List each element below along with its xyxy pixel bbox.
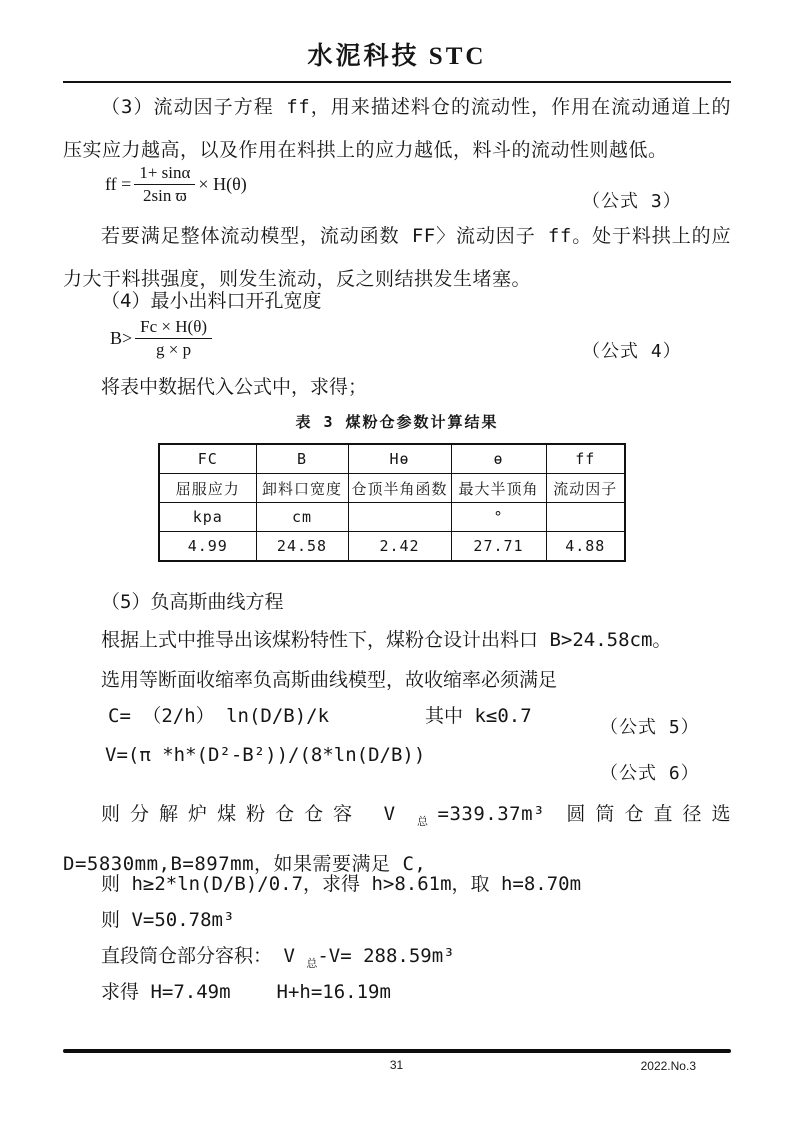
line-hopper-volume: 则 V=50.78m³ <box>101 909 235 931</box>
formula-4-numerator: Fc × H(θ) <box>135 317 212 339</box>
formula-3-denominator: 2sin ϖ <box>142 186 187 205</box>
formula-4-lhs: B> <box>110 328 133 348</box>
line-result-right: H+h=16.19m <box>276 981 391 1003</box>
formula-3-fraction <box>134 163 195 206</box>
line-straight-post: -V= 288.59m³ <box>317 945 455 967</box>
formula-5-expression: C= （2/h） ln(D/B)/k <box>108 705 330 727</box>
heading-section-4: （4）最小出料口开孔宽度 <box>101 290 322 312</box>
formula-3-lhs: ff = <box>105 174 132 194</box>
paragraph-substitute: 将表中数据代入公式中，求得； <box>101 376 368 398</box>
table-row-symbols <box>159 444 625 474</box>
page-number: 31 <box>389 1058 404 1072</box>
table-cell: B <box>256 444 348 474</box>
paragraph-volume-subscript: 总 <box>417 815 438 828</box>
table-cell: FC <box>159 444 256 474</box>
line-straight-volume <box>63 944 731 976</box>
table-caption: 表 3 煤粉仓参数计算结果 <box>295 413 499 431</box>
formula-4 <box>110 317 215 360</box>
table-cell: Hɵ <box>348 444 451 474</box>
line-straight-subscript: 总 <box>306 957 318 970</box>
table-cell: 最大半顶角 <box>451 474 546 503</box>
table-cell: 2.42 <box>348 532 451 562</box>
formula-4-row <box>63 317 731 369</box>
table-row-names <box>159 474 625 503</box>
header-rule <box>63 81 731 83</box>
table-cell: 27.71 <box>451 532 546 562</box>
formula-3-rhs: × H(θ) <box>198 174 247 194</box>
formula-5-condition: 其中 k≤0.7 <box>425 705 532 727</box>
table-row-units <box>159 503 625 532</box>
issue-number: 2022.No.3 <box>640 1059 696 1073</box>
formula-3 <box>105 163 247 206</box>
table-row-values <box>159 532 625 562</box>
journal-title: 水泥科技 STC <box>307 43 487 70</box>
formula-6-label: （公式 6） <box>600 763 700 784</box>
paragraph-volume-post: =339.37m³ 圆筒仓直径选 D=5830mm,B=897mm，如果需要满足 C, <box>63 803 731 875</box>
table-cell: ° <box>451 503 546 532</box>
parameter-table <box>158 443 626 562</box>
table-cell <box>546 503 625 532</box>
table-cell: 卸料口宽度 <box>256 474 348 503</box>
table-cell: 仓顶半角函数 <box>348 474 451 503</box>
formula-5-label: （公式 5） <box>600 717 700 738</box>
table-cell: 流动因子 <box>546 474 625 503</box>
formula-5-row <box>63 701 731 741</box>
table-cell: 4.88 <box>546 532 625 562</box>
formula-4-label: （公式 4） <box>582 341 682 362</box>
paragraph-mass-flow: 若要满足整体流动模型，流动函数 FF〉流动因子 ff。处于料拱上的应力大于料拱强度，则发生流动，反之则结拱发生堵塞。 <box>63 225 731 290</box>
table-cell <box>348 503 451 532</box>
formula-6-row <box>63 744 731 788</box>
formula-3-label: （公式 3） <box>582 191 682 212</box>
table-cell: kpa <box>159 503 256 532</box>
line-result <box>63 980 731 1004</box>
table-cell: cm <box>256 503 348 532</box>
formula-4-fraction <box>135 317 212 360</box>
formula-4-denominator: g × p <box>156 340 192 359</box>
table-cell: 4.99 <box>159 532 256 562</box>
line-result-left: 求得 H=7.49m <box>101 981 231 1003</box>
footer-rule <box>63 1049 731 1053</box>
table-cell: ff <box>546 444 625 474</box>
line-hopper-height: 则 h≥2*ln(D/B)/0.7，求得 h>8.61m，取 h=8.70m <box>101 873 582 895</box>
paragraph-model: 选用等断面收缩率负高斯曲线模型，故收缩率必须满足 <box>101 669 558 691</box>
paragraph-flow-factor: （3）流动因子方程 ff，用来描述料仓的流动性，作用在流动通道上的压实应力越高，以及作用在料拱上的应力越低，料斗的流动性则越低。 <box>63 96 731 161</box>
paragraph-volume-pre: 则分解炉煤粉仓仓容 V <box>101 803 417 825</box>
paragraph-derive: 根据上式中推导出该煤粉特性下，煤粉仓设计出料口 B>24.58cm。 <box>101 629 672 651</box>
line-straight-pre: 直段筒仓部分容积： V <box>101 945 307 967</box>
table-cell: ɵ <box>451 444 546 474</box>
heading-section-5: （5）负高斯曲线方程 <box>101 591 284 613</box>
formula-3-numerator: 1+ sinα <box>134 163 195 185</box>
formula-6-expression: V=(π *h*(D²-B²))/(8*ln(D/B)) <box>105 744 426 766</box>
formula-3-row <box>63 163 731 215</box>
table-cell: 24.58 <box>256 532 348 562</box>
table-cell: 屈服应力 <box>159 474 256 503</box>
